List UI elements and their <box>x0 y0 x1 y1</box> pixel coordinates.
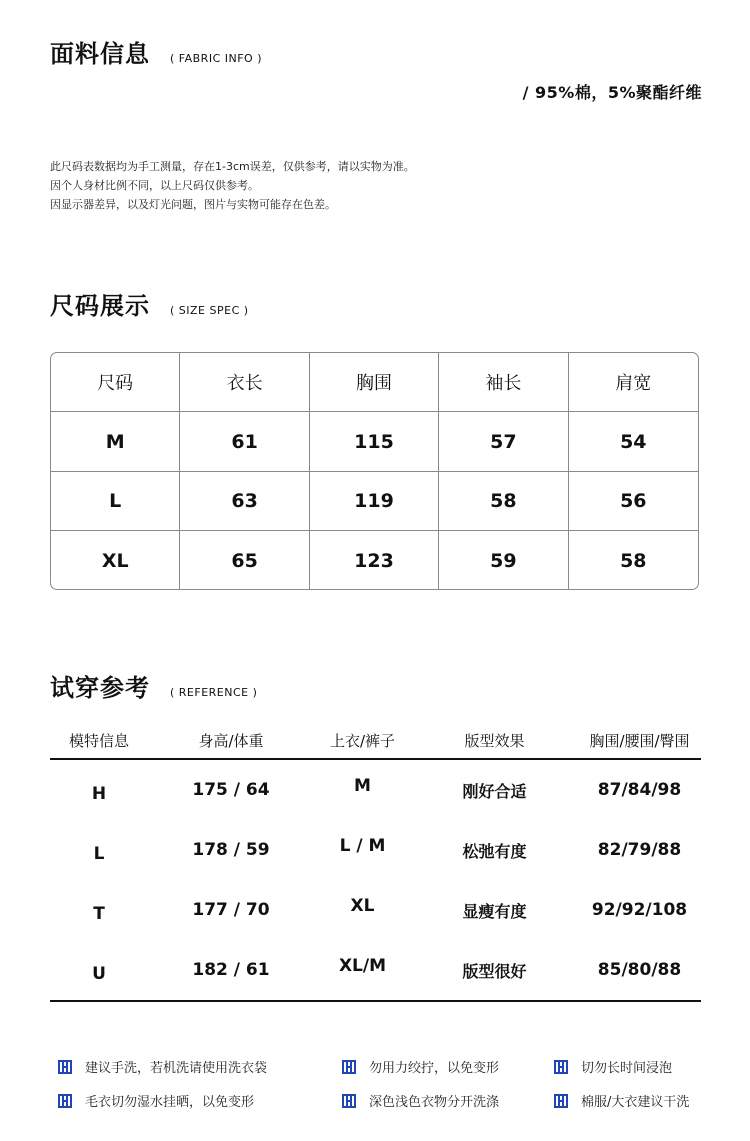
reference-row <box>50 940 701 1000</box>
washing-instruction-icon <box>554 1060 568 1074</box>
reference-cell: 177 / 70 <box>192 900 270 920</box>
care-item <box>58 1057 267 1076</box>
reference-cell: 175 / 64 <box>192 780 270 800</box>
care-item <box>554 1057 672 1076</box>
size-table-cell: 115 <box>310 412 439 472</box>
size-table-cell: 123 <box>310 531 439 590</box>
size-table-cell: 57 <box>439 412 568 472</box>
care-item <box>554 1091 689 1110</box>
reference-cell: 178 / 59 <box>192 840 270 860</box>
size-table-cell: 59 <box>439 531 568 590</box>
reference-cell: 版型很好 <box>462 961 527 981</box>
care-item <box>58 1091 254 1110</box>
size-table-cell: 58 <box>439 472 568 531</box>
note-line: 因个人身材比例不同，以上尺码仅供参考。 <box>50 179 259 192</box>
fabric-info-heading <box>50 34 262 69</box>
reference-cell: 松弛有度 <box>462 841 527 861</box>
fabric-info-subtitle: ( FABRIC INFO ) <box>170 52 262 65</box>
size-spec-heading <box>50 286 249 321</box>
reference-header-cell: 上衣/裤子 <box>329 731 396 750</box>
washing-instruction-icon <box>342 1094 356 1108</box>
size-table-cell: 63 <box>180 472 309 531</box>
reference-cell: 显瘦有度 <box>462 901 527 921</box>
care-item-label: 切勿长时间浸泡 <box>581 1061 673 1076</box>
reference-subtitle: ( REFERENCE ) <box>170 686 258 699</box>
reference-cell: XL <box>350 896 375 916</box>
size-spec-title: 尺码展示 <box>50 292 150 320</box>
care-item-label: 棉服/大衣建议干洗 <box>581 1095 690 1110</box>
reference-header-cell: 模特信息 <box>68 731 129 750</box>
reference-cell: 92/92/108 <box>591 900 688 920</box>
reference-row <box>50 820 701 880</box>
size-table-cell: L <box>51 472 180 531</box>
reference-cell: L / M <box>339 836 386 856</box>
size-header-cell: 胸围 <box>310 353 439 412</box>
care-item-label: 建议手洗，若机洗请使用洗衣袋 <box>85 1061 268 1076</box>
reference-header-cell: 胸围/腰围/臀围 <box>589 731 690 750</box>
size-spec-subtitle: ( SIZE SPEC ) <box>170 304 249 317</box>
size-table-cell: 54 <box>569 412 698 472</box>
washing-instruction-icon <box>58 1094 72 1108</box>
size-table-cell: XL <box>51 531 180 590</box>
washing-instruction-icon <box>58 1060 72 1074</box>
size-header-cell: 尺码 <box>51 353 180 412</box>
note-line: 因显示器差异，以及灯光问题，图片与实物可能存在色差。 <box>50 198 336 211</box>
care-item-label: 毛衣切勿湿水挂晒，以免变形 <box>85 1095 255 1110</box>
size-spec-table <box>50 352 699 590</box>
size-table-cell: 65 <box>180 531 309 590</box>
reference-cell: 82/79/88 <box>597 840 682 860</box>
size-table-cell: 119 <box>310 472 439 531</box>
reference-bottom-rule <box>50 1000 701 1002</box>
care-item-label: 勿用力绞拧，以免变形 <box>369 1061 500 1076</box>
reference-cell: H <box>91 784 107 804</box>
size-table-cell: 56 <box>569 472 698 531</box>
reference-header-row <box>50 722 701 760</box>
reference-row <box>50 880 701 940</box>
reference-table <box>50 722 701 1002</box>
washing-instruction-icon <box>342 1060 356 1074</box>
reference-heading <box>50 668 257 703</box>
care-item <box>342 1057 499 1076</box>
care-item <box>342 1091 499 1110</box>
size-header-cell: 肩宽 <box>569 353 698 412</box>
reference-cell: 87/84/98 <box>597 780 682 800</box>
reference-cell: XL/M <box>338 956 387 976</box>
size-table-cell: 58 <box>620 550 647 572</box>
reference-title: 试穿参考 <box>50 674 150 702</box>
reference-row <box>50 760 701 820</box>
washing-instruction-icon <box>554 1094 568 1108</box>
reference-cell: L <box>93 844 105 864</box>
reference-cell: T <box>93 904 105 924</box>
fabric-info-title: 面料信息 <box>50 40 150 68</box>
reference-header-cell: 版型效果 <box>464 731 525 750</box>
reference-header-cell: 身高/体重 <box>198 731 264 750</box>
reference-cell: U <box>92 964 106 984</box>
size-table-cell: 61 <box>180 412 309 472</box>
reference-cell: 刚好合适 <box>462 781 527 801</box>
reference-cell: 182 / 61 <box>192 960 270 980</box>
size-table-cell: M <box>51 412 180 472</box>
size-notes <box>50 157 415 214</box>
note-line: 此尺码表数据均为手工测量，存在1-3cm误差，仅供参考，请以实物为准。 <box>50 160 415 173</box>
reference-cell: 85/80/88 <box>597 960 682 980</box>
reference-cell: M <box>354 776 371 796</box>
size-header-cell: 衣长 <box>180 353 309 412</box>
size-header-cell: 袖长 <box>439 353 568 412</box>
care-item-label: 深色浅色衣物分开洗涤 <box>369 1095 500 1110</box>
fabric-composition: / 95%棉，5%聚酯纤维 <box>522 83 702 102</box>
